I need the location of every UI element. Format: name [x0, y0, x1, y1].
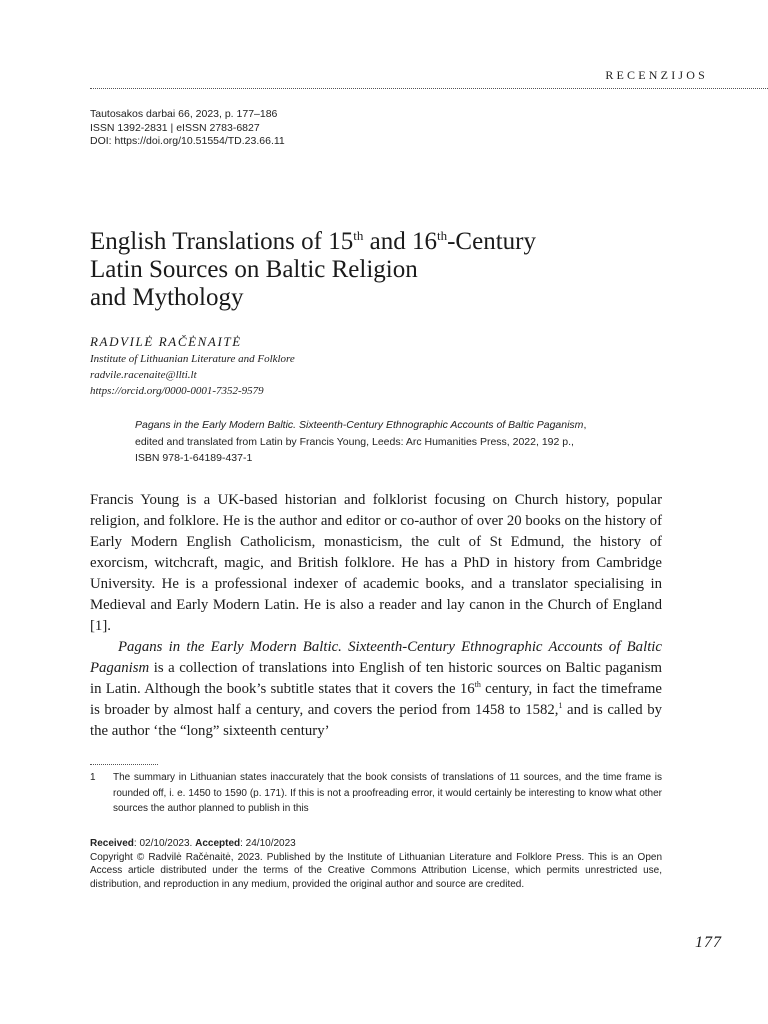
reviewed-book-title: Pagans in the Early Modern Baltic. Sixteenth-Century Ethnographic Accounts of Baltic Paganism	[135, 419, 584, 431]
paragraph-1: Francis Young is a UK-based historian and folklorist focusing on Church history, popular religion, and folklore. He is the author and editor or co-author of over 20 books on the history of Early Modern English Catholicism, monasticism, the cult of St Edmund, the history of exorcism, witchcraft, magic, and British folklore. He has a PhD in history from Cambridge University. He is a professional indexer of academic books, and a translator specialising in Medieval and Early Modern Latin. He is also a reader and lay canon in the Church of England [1].	[90, 492, 662, 634]
section-label: RECENZIJOS	[605, 68, 708, 82]
title-line-1: English Translations of 15th and 16th-Century	[90, 228, 536, 255]
journal-meta	[90, 108, 285, 149]
author-email[interactable]: radvile.racenaite@llti.lt	[90, 369, 197, 381]
reviewed-book-line-2: edited and translated from Latin by Francis Young, Leeds: Arc Humanities Press, 2022, 192 p.,	[135, 435, 574, 448]
article-title	[90, 228, 690, 312]
paragraph-2: Pagans in the Early Modern Baltic. Sixteenth-Century Ethnographic Accounts of Baltic Paganism is a collection of translations into English of ten historic sources on Baltic paganism in Latin. Although the book’s subtitle states that it covers the 16th century, in fact the timeframe is broader by almost half a century, and covers the period from 1458 to 1582,$^1$ and is called by the author ‘the “long” sixteenth century’	[90, 639, 662, 739]
license-block	[90, 837, 662, 891]
author-institute: Institute of Lithuanian Literature and Folklore	[90, 353, 295, 365]
reviewed-book-citation	[135, 417, 695, 467]
footnote-text: The summary in Lithuanian states inaccurately that the book consists of translations of 11 sources, and the time frame is rounded off, i. e. 1450 to 1590 (p. 171). If this is not a proofreading error, it would certainly be interesting to know what other sources the author planned to publish in this	[113, 772, 662, 814]
footnote-divider	[90, 764, 158, 765]
title-line-3: and Mythology	[90, 284, 244, 311]
footnote-1	[90, 770, 662, 818]
journal-citation: Tautosakos darbai 66, 2023, p. 177–186	[90, 108, 278, 120]
issn-line: ISSN 1392-2831 | eISSN 2783-6827	[90, 121, 260, 134]
author-affiliation	[90, 351, 295, 399]
doi-line[interactable]: DOI: https://doi.org/10.51554/TD.23.66.11	[90, 135, 285, 147]
footnote-number: 1	[90, 772, 96, 783]
author-name: RADVILĖ RAČĖNAITĖ	[90, 334, 242, 349]
title-line-2: Latin Sources on Baltic Religion	[90, 256, 418, 283]
received-accepted-line: Received: 02/10/2023. Accepted: 24/10/2023	[90, 838, 296, 849]
book-title-inline: Pagans in the Early Modern Baltic. Sixteenth-Century Ethnographic Accounts of Baltic Paganism	[90, 639, 662, 676]
license-text: Copyright © Radvilė Račėnaitė, 2023. Published by the Institute of Lithuanian Literature and Folklore Press. This is an Open Access article distributed under the terms of the Creative Commons Attribution License, which permits unrestricted use, distribution, and reproduction in any medium, provided the original author and source are credited.	[90, 851, 662, 890]
reviewed-book-line-1: Pagans in the Early Modern Baltic. Sixteenth-Century Ethnographic Accounts of Baltic Paganism,	[135, 419, 587, 431]
reviewed-book-line-3: ISBN 978-1-64189-437-1	[135, 452, 253, 464]
footnote-ref-1[interactable]: 1	[558, 701, 563, 710]
page-number: 177	[695, 934, 722, 951]
header-divider	[90, 88, 768, 89]
author-orcid[interactable]: https://orcid.org/0000-0001-7352-9579	[90, 385, 264, 397]
article-body	[90, 490, 662, 742]
